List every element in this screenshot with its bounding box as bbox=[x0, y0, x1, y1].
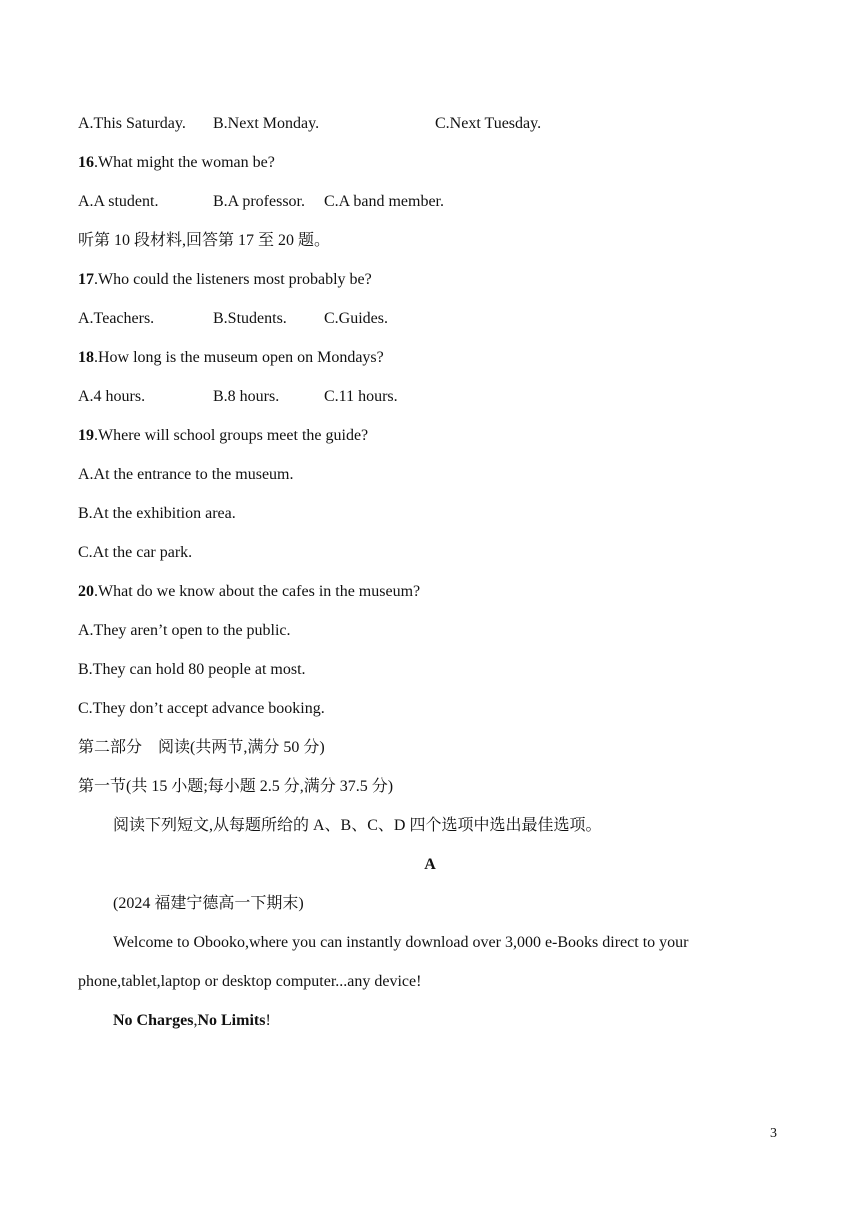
q20-question bbox=[78, 582, 420, 602]
q17-option-c: C.Guides. bbox=[324, 310, 388, 327]
q16-text: .What might the woman be? bbox=[94, 154, 275, 171]
heading-end: ! bbox=[265, 1012, 271, 1029]
q18-option-b: B.8 hours. bbox=[213, 388, 280, 405]
q18-question bbox=[78, 348, 384, 368]
q17-number: 17 bbox=[78, 271, 94, 288]
q20-text: .What do we know about the cafes in the museum? bbox=[94, 583, 421, 600]
q17-text: .Who could the listeners most probably be? bbox=[94, 271, 372, 288]
q16-option-c: C.A band member. bbox=[324, 193, 444, 210]
part2-title: 第二部分 阅读(共两节,满分 50 分) bbox=[78, 739, 325, 756]
passage-line-2: phone,tablet,laptop or desktop computer...any device! bbox=[78, 973, 422, 990]
passage-heading bbox=[113, 1011, 271, 1031]
q19-option-b: B.At the exhibition area. bbox=[78, 505, 236, 522]
q19-number: 19 bbox=[78, 427, 94, 444]
q19-option-c: C.At the car park. bbox=[78, 544, 193, 561]
passage-label: A bbox=[424, 856, 436, 873]
passage-source: (2024 福建宁德高一下期末) bbox=[113, 895, 304, 912]
heading-part2: No Limits bbox=[197, 1012, 266, 1029]
heading-part1: No Charges bbox=[113, 1012, 194, 1029]
q16-option-a: A.A student. bbox=[78, 193, 159, 210]
section1-title: 第一节(共 15 小题;每小题 2.5 分,满分 37.5 分) bbox=[78, 778, 394, 795]
q18-option-c: C.11 hours. bbox=[324, 388, 398, 405]
q16-option-b: B.A professor. bbox=[213, 193, 305, 210]
q19-option-a: A.At the entrance to the museum. bbox=[78, 466, 294, 483]
q15-option-c: C.Next Tuesday. bbox=[435, 115, 542, 132]
q18-number: 18 bbox=[78, 349, 94, 366]
q15-option-b: B.Next Monday. bbox=[213, 115, 320, 132]
q18-text: .How long is the museum open on Mondays? bbox=[94, 349, 384, 366]
q16-question bbox=[78, 153, 275, 173]
q18-option-a: A.4 hours. bbox=[78, 388, 146, 405]
q17-option-a: A.Teachers. bbox=[78, 310, 155, 327]
q17-question bbox=[78, 270, 372, 290]
passage-line-1: Welcome to Obooko,where you can instantly download over 3,000 e-Books direct to your bbox=[113, 934, 689, 951]
q16-number: 16 bbox=[78, 154, 94, 171]
heading-separator: , bbox=[193, 1012, 198, 1029]
page-number: 3 bbox=[770, 1126, 777, 1141]
q20-option-c: C.They don’t accept advance booking. bbox=[78, 700, 325, 717]
q20-number: 20 bbox=[78, 583, 94, 600]
q15-option-a: A.This Saturday. bbox=[78, 115, 186, 132]
q19-question bbox=[78, 426, 368, 446]
q19-text: .Where will school groups meet the guide? bbox=[94, 427, 369, 444]
q20-option-a: A.They aren’t open to the public. bbox=[78, 622, 291, 639]
instruction-17-20: 听第 10 段材料,回答第 17 至 20 题。 bbox=[78, 232, 331, 249]
q17-option-b: B.Students. bbox=[213, 310, 287, 327]
reading-instruction: 阅读下列短文,从每题所给的 A、B、C、D 四个选项中选出最佳选项。 bbox=[113, 817, 602, 834]
q20-option-b: B.They can hold 80 people at most. bbox=[78, 661, 306, 678]
